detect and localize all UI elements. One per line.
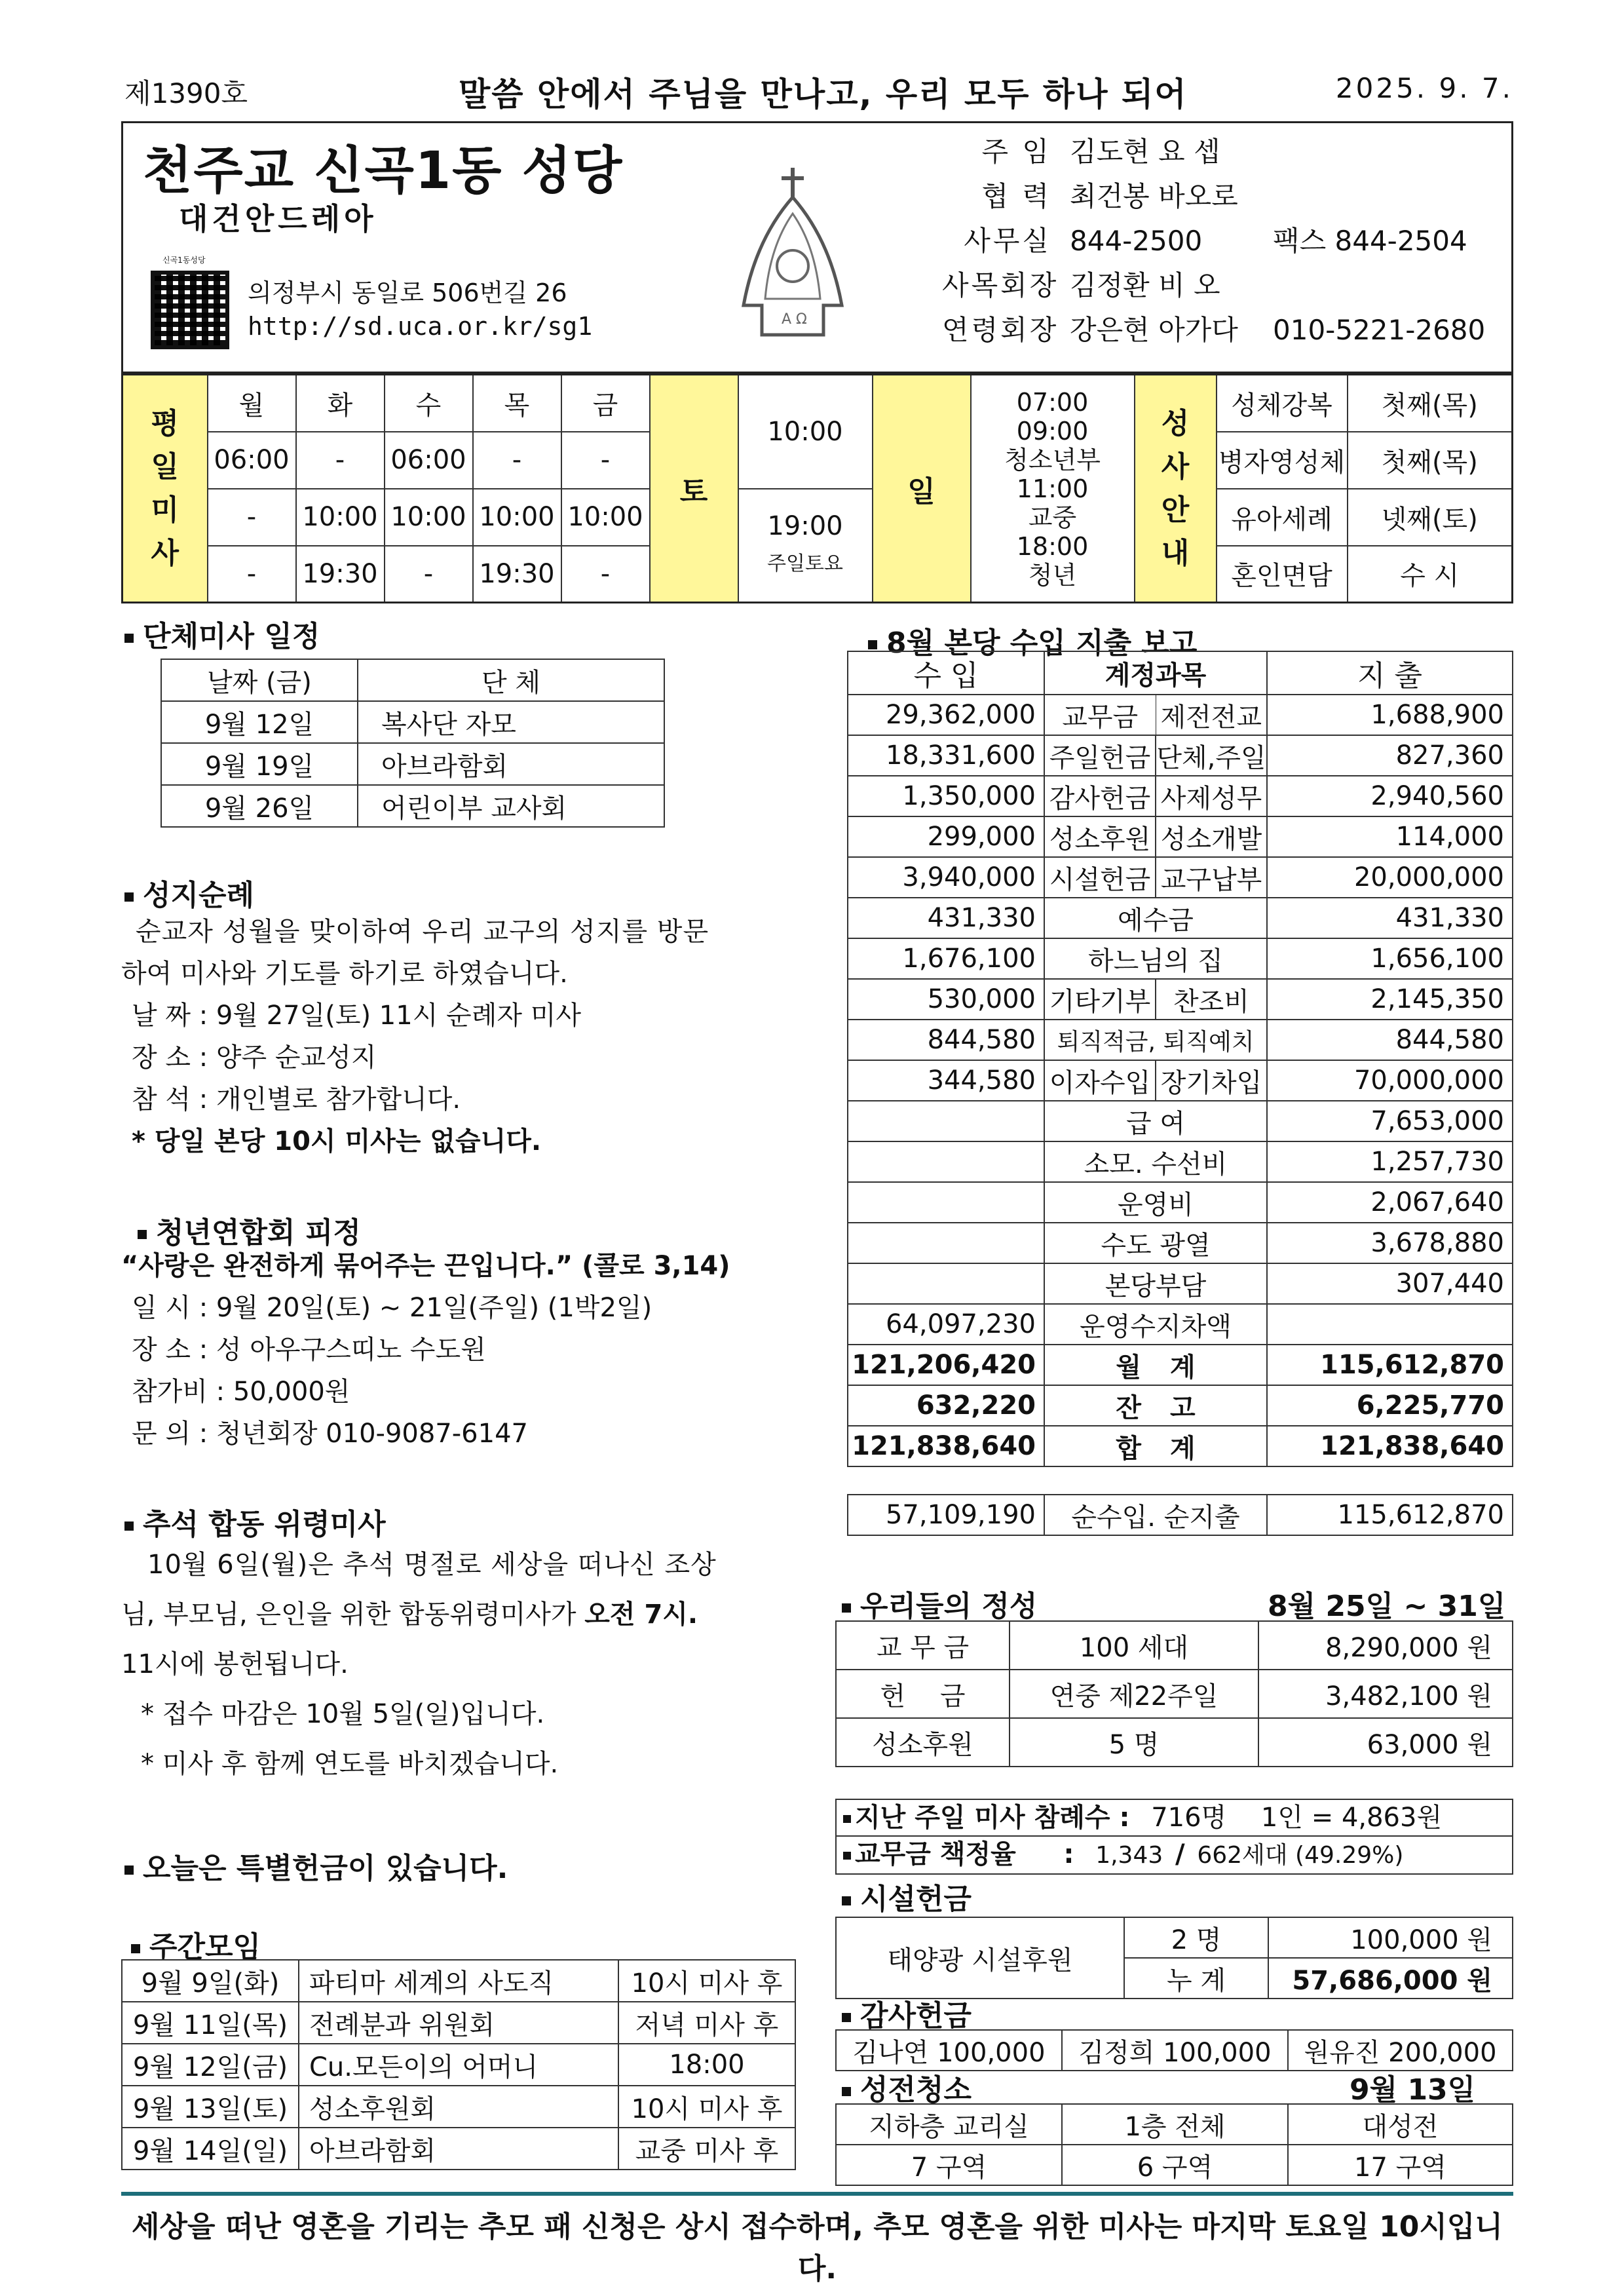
table-row: 844,580 퇴직적금, 퇴직예치 844,580 <box>848 1020 1513 1060</box>
sunday-label: 일 <box>873 375 971 603</box>
mass-time: 06:00 <box>385 432 473 489</box>
cleaning-table: 지하층 교리실 1층 전체 대성전 7 구역 6 구역 17 구역 <box>835 2103 1513 2186</box>
youth-retreat-body: “사랑은 완전하게 묶어주는 끈입니다.” (콜로 3,14) 일 시 : 9월 20일(토) ~ 21일(주일) (1박2일) 장 소 : 성 아우구스띠노 수도원 참가비 : 50,000원 문 의 : 청년회장 010-9087-6147 <box>121 1245 770 1455</box>
sacrament-when: 첫째(목) <box>1348 432 1513 489</box>
table-row: 9월 11일(목) 전례분과 위원회 저녁 미사 후 <box>122 2002 795 2044</box>
pilgrimage-title: 성지순례 <box>124 871 254 913</box>
footer-divider <box>121 2192 1513 2196</box>
staff-row <box>942 174 1485 219</box>
table-row: 530,000 기타기부 찬조비 2,145,350 <box>848 979 1513 1020</box>
table-row: 18,331,600 주일헌금 단체,주일 827,360 <box>848 735 1513 776</box>
staff-list <box>942 130 1485 353</box>
table-row: 9월 14일(일) 아브라함회 교중 미사 후 <box>122 2128 795 2170</box>
sacrament-name: 병자영성체 <box>1217 432 1348 489</box>
church-header <box>121 121 1513 373</box>
group-mass-title: 단체미사 일정 <box>124 613 320 655</box>
pilgrimage-note: * 당일 본당 10시 미사는 없습니다. <box>132 1126 542 1157</box>
staff-role: 주 임 <box>981 136 1051 168</box>
sacrament-when: 수 시 <box>1348 546 1513 603</box>
cleaning-date: 9월 13일 <box>1350 2073 1476 2107</box>
day-header: 목 <box>473 375 561 432</box>
masthead <box>124 72 1513 118</box>
mass-time: - <box>208 546 296 603</box>
table-header: 단 체 <box>358 659 664 701</box>
sacrament-when: 첫째(목) <box>1348 375 1513 432</box>
table-header: 날짜 (금) <box>161 659 358 701</box>
staff-name: 김정환 비 오 <box>1070 269 1220 301</box>
table-row: 64,097,230 운영수지차액 <box>848 1304 1513 1345</box>
offering-period: 8월 25일 ~ 31일 <box>1268 1590 1506 1623</box>
weekly-meeting-table <box>121 1959 796 2170</box>
facility-table: 태양광 시설후원 2 명 100,000 원 누 계 57,686,000 원 <box>835 1917 1513 1999</box>
church-logo-icon <box>736 168 850 351</box>
table-row: 9월 26일 어린이부 교사회 <box>161 785 664 827</box>
svg-text:A Ω: A Ω <box>782 311 807 328</box>
offering-title: 우리들의 정성 <box>842 1582 1037 1624</box>
table-row: 운영비 2,067,640 <box>848 1182 1513 1223</box>
staff-row <box>942 263 1485 308</box>
table-row: 9월 13일(토) 성소후원회 10시 미사 후 <box>122 2086 795 2128</box>
mass-schedule-table <box>121 373 1513 603</box>
qr-caption: 신곡1동성당 <box>162 256 206 265</box>
sacrament-name: 혼인면담 <box>1217 546 1348 603</box>
mass-time: 19:30 <box>473 546 561 603</box>
issue-date: 2025. 9. 7. <box>1335 72 1513 104</box>
facility-title: 시설헌금 <box>842 1875 972 1917</box>
mass-time: - <box>561 432 650 489</box>
table-row: 1,676,100 하느님의 집 1,656,100 <box>848 938 1513 979</box>
staff-role: 사무실 <box>964 225 1051 257</box>
staff-name: 강은현 아가다 <box>1070 314 1238 346</box>
mass-time: 10:00 <box>473 489 561 546</box>
saturday-label: 토 <box>650 375 738 603</box>
total-row: 121,206,420 월 계 115,612,870 <box>848 1345 1513 1385</box>
youth-retreat-title: 청년연합회 피정 <box>138 1209 361 1251</box>
staff-phone: 010-5221-2680 <box>1273 314 1486 346</box>
table-row: 299,000 성소후원 성소개발 114,000 <box>848 816 1513 857</box>
mass-time: - <box>296 432 385 489</box>
mass-time: 19:30 <box>296 546 385 603</box>
sacrament-name: 성체강복 <box>1217 375 1348 432</box>
church-url[interactable]: http://sd.uca.or.kr/sg1 <box>248 312 593 341</box>
finance-table <box>847 651 1513 1467</box>
mass-time: - <box>208 489 296 546</box>
table-row: 9월 12일(금) Cu.모든이의 어머니 18:00 <box>122 2044 795 2086</box>
table-row: 3,940,000 시설헌금 교구납부 20,000,000 <box>848 857 1513 898</box>
thanks-title: 감사헌금 <box>842 1992 972 2034</box>
table-row: 수도 광열 3,678,880 <box>848 1223 1513 1263</box>
finance-title: 8월 본당 수입 지출 보고 <box>868 619 1197 661</box>
table-row: 1,350,000 감사헌금 사제성무 2,940,560 <box>848 776 1513 816</box>
table-row: 본당부담 307,440 <box>848 1263 1513 1304</box>
table-row: 9월 19일 아브라함회 <box>161 743 664 785</box>
mass-time: 10:00 <box>296 489 385 546</box>
staff-row <box>942 219 1485 263</box>
church-address: 의정부시 동일로 506번길 26 <box>248 278 567 307</box>
cleaning-title: 성전청소 <box>842 2066 972 2108</box>
pilgrimage-body: 순교자 성월을 맞이하여 우리 교구의 성지를 방문 하여 미사와 기도를 하기로 하였습니다. 날 짜 : 9월 27일(토) 11시 순례자 미사 장 소 : 양주 순교성지 참 석 : 개인별로 참가합니다. * 당일 본당 10시 미사는 없습니다. <box>121 911 770 1162</box>
saturday-time: 10:00 <box>738 375 873 489</box>
mass-time: 10:00 <box>385 489 473 546</box>
day-header: 수 <box>385 375 473 432</box>
mass-time: 10:00 <box>561 489 650 546</box>
sacrament-label: 성 사 안 내 <box>1135 375 1217 603</box>
table-header: 수 입 <box>848 651 1044 695</box>
day-header: 화 <box>296 375 385 432</box>
staff-name: 최건봉 바오로 <box>1070 180 1238 212</box>
table-row: 29,362,000 교무금 제전전교 1,688,900 <box>848 695 1513 735</box>
tithe-rate-box: 교무금 책정율 : 1,343 / 662세대 (49.29%) <box>835 1837 1513 1875</box>
table-row: 급 여 7,653,000 <box>848 1101 1513 1141</box>
staff-role: 협 력 <box>981 180 1051 212</box>
special-offering-notice: 오늘은 특별헌금이 있습니다. <box>124 1845 508 1886</box>
sunday-times: 07:00 09:00 청소년부 11:00 교중 18:00 청년 <box>971 375 1135 603</box>
sacrament-name: 유아세례 <box>1217 489 1348 546</box>
motto: 말씀 안에서 주님을 만나고, 우리 모두 하나 되어 <box>459 75 1188 113</box>
table-row: 431,330 예수금 431,330 <box>848 898 1513 938</box>
saturday-evening: 19:00 주일토요 <box>738 489 873 603</box>
chuseok-title: 추석 합동 위령미사 <box>124 1501 386 1542</box>
staff-role: 연령회장 <box>942 314 1059 346</box>
mass-time: - <box>473 432 561 489</box>
footer-notice: 세상을 떠난 영혼을 기리는 추모 패 신청은 상시 접수하며, 추모 영혼을 위한 미사는 마지막 토요일 10시입니다. <box>132 2210 1503 2286</box>
table-row: 소모. 수선비 1,257,730 <box>848 1141 1513 1182</box>
table-row: 9월 12일 복사단 자모 <box>161 701 664 743</box>
weekly-meeting-title: 주간모임 <box>131 1923 261 1965</box>
group-mass-table <box>161 659 665 828</box>
office-phone: 844-2500 <box>1070 225 1203 257</box>
issue-number: 제1390호 <box>124 77 248 109</box>
staff-row <box>942 130 1485 174</box>
youth-quote: “사랑은 완전하게 묶어주는 끈입니다.” (콜로 3,14) <box>121 1251 730 1281</box>
patron-saint: 대건안드레아 <box>179 201 377 237</box>
staff-row <box>942 308 1485 353</box>
table-row: 교 무 금 100 세대 8,290,000 원 <box>836 1621 1513 1670</box>
net-income-table: 57,109,190 순수입. 순지출 115,612,870 <box>847 1494 1513 1536</box>
offering-table <box>835 1620 1513 1767</box>
facility-name: 태양광 시설후원 <box>836 1917 1124 1999</box>
day-header: 월 <box>208 375 296 432</box>
table-row: 344,580 이자수입 장기차입 70,000,000 <box>848 1060 1513 1101</box>
table-row: 9월 9일(화) 파티마 세계의 사도직 10시 미사 후 <box>122 1960 795 2002</box>
mass-time: - <box>561 546 650 603</box>
attendance-box: 지난 주일 미사 참례수 : 716명 1인 = 4,863원 <box>835 1799 1513 1837</box>
table-row: 헌 금 연중 제22주일 3,482,100 원 <box>836 1670 1513 1718</box>
table-header: 지 출 <box>1267 651 1513 695</box>
table-row: 성소후원 5 명 63,000 원 <box>836 1718 1513 1767</box>
chuseok-body: 10월 6일(월)은 추석 명절로 세상을 떠나신 조상 님, 부모님, 은인을 위한 합동위령미사가 오전 7시. 11시에 봉헌됩니다. * 접수 마감은 10월 5일(일)입니다. * 미사 후 함께 연도를 바치겠습니다. <box>121 1550 717 1779</box>
day-header: 금 <box>561 375 650 432</box>
mass-time: 06:00 <box>208 432 296 489</box>
staff-name: 김도현 요 셉 <box>1070 136 1220 168</box>
qr-code[interactable] <box>151 271 229 349</box>
grand-total-row: 121,838,640 합 계 121,838,640 <box>848 1426 1513 1466</box>
sacrament-when: 넷째(토) <box>1348 489 1513 546</box>
balance-row: 632,220 잔 고 6,225,770 <box>848 1385 1513 1426</box>
table-header: 계정과목 <box>1044 651 1267 695</box>
weekday-mass-label: 평 일 미 사 <box>123 375 208 603</box>
fax-number: 팩스 844-2504 <box>1273 225 1467 257</box>
staff-role: 사목회장 <box>942 269 1059 301</box>
church-name: 천주교 신곡1동 성당 <box>143 142 624 201</box>
thanks-table: 김나연 100,000 김정희 100,000 원유진 200,000 <box>835 2029 1513 2071</box>
mass-time: - <box>385 546 473 603</box>
